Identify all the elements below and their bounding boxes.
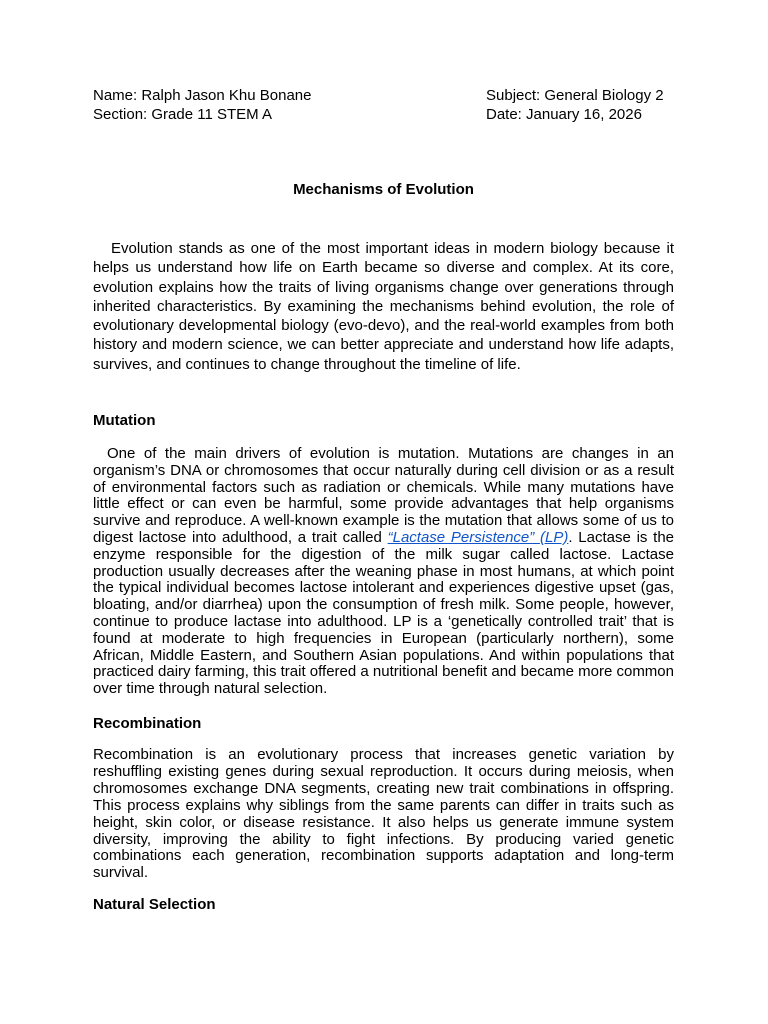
intro-block	[93, 239, 674, 374]
header-right	[486, 86, 664, 124]
natural-selection-heading-block	[93, 896, 674, 914]
mutation-heading: Mutation	[93, 412, 156, 429]
natural-selection-heading: Natural Selection	[93, 896, 216, 913]
mutation-text-after-link: . Lactase is the enzyme responsible for the digestion of the milk sugar called lactose. Lactase production usually decreases after the weaning phase in most humans, at which point the typical individual becomes lactose intolerant and experiences digestive upset (gas, bloating, and/or diarrhea) upon the consumption of fresh milk. Some people, however, continue to produce lactase into adulthood. LP is a ‘genetically controlled trait’ that is found at moderate to high frequencies in European (particularly northern), some African, Middle Eastern, and Southern Asian populations. And within populations that practiced dairy farming, this trait offered a nutritional benefit and became more common over time through natural selection.	[93, 528, 675, 698]
lactase-persistence-link[interactable]: “Lactase Persistence” (LP)	[387, 528, 569, 546]
subject: Subject: General Biology 2	[486, 87, 664, 104]
recombination-heading-block	[93, 715, 674, 733]
date: Date: January 16, 2026	[486, 106, 642, 123]
student-section: Section: Grade 11 STEM A	[93, 106, 272, 123]
intro-paragraph: Evolution stands as one of the most important ideas in modern biology because it helps us understand how life on Earth became so diverse and complex. At its core, evolution explains how the traits of living organisms change over generations through inherited characteristics. By examining the mechanisms behind evolution, the role of evolutionary developmental biology (evo-devo), and the real-world examples from both history and modern science, we can better appreciate and understand how life adapts, survives, and continues to change throughout the timeline of life.	[93, 240, 674, 373]
recombination-paragraph: Recombination is an evolutionary process that increases genetic variation by reshuffling existing genes during sexual reproduction. It occurs during meiosis, when chromosomes exchange DNA segments, creating new trait combinations in offspring. This process explains why siblings from the same parents can differ in traits such as height, skin color, or disease resistance. It also helps us generate immune system diversity, improving the ability to fight infections. By producing varied genetic combinations each generation, recombination supports adaptation and long-term survival.	[93, 746, 674, 882]
document-title: Mechanisms of Evolution	[293, 181, 474, 198]
mutation-block	[93, 446, 674, 698]
mutation-heading-block	[93, 412, 674, 430]
mutation-text-before-link: One of the main drivers of evolution is mutation. Mutations are changes in an organism’s DNA or chromosomes that occur naturally during cell division or as a result of environmental factors such as radiation or chemicals. While many mutations have little effect or can even be harmful, some provide advantages that help organisms survive and reproduce. A well-known example is the mutation that allows some of us to digest lactose into adulthood, a trait called	[93, 445, 674, 546]
recombination-heading: Recombination	[93, 715, 202, 732]
header-left	[93, 86, 311, 124]
student-name: Name: Ralph Jason Khu Bonane	[93, 87, 312, 104]
mutation-paragraph	[93, 446, 674, 698]
recombination-block	[93, 747, 674, 882]
